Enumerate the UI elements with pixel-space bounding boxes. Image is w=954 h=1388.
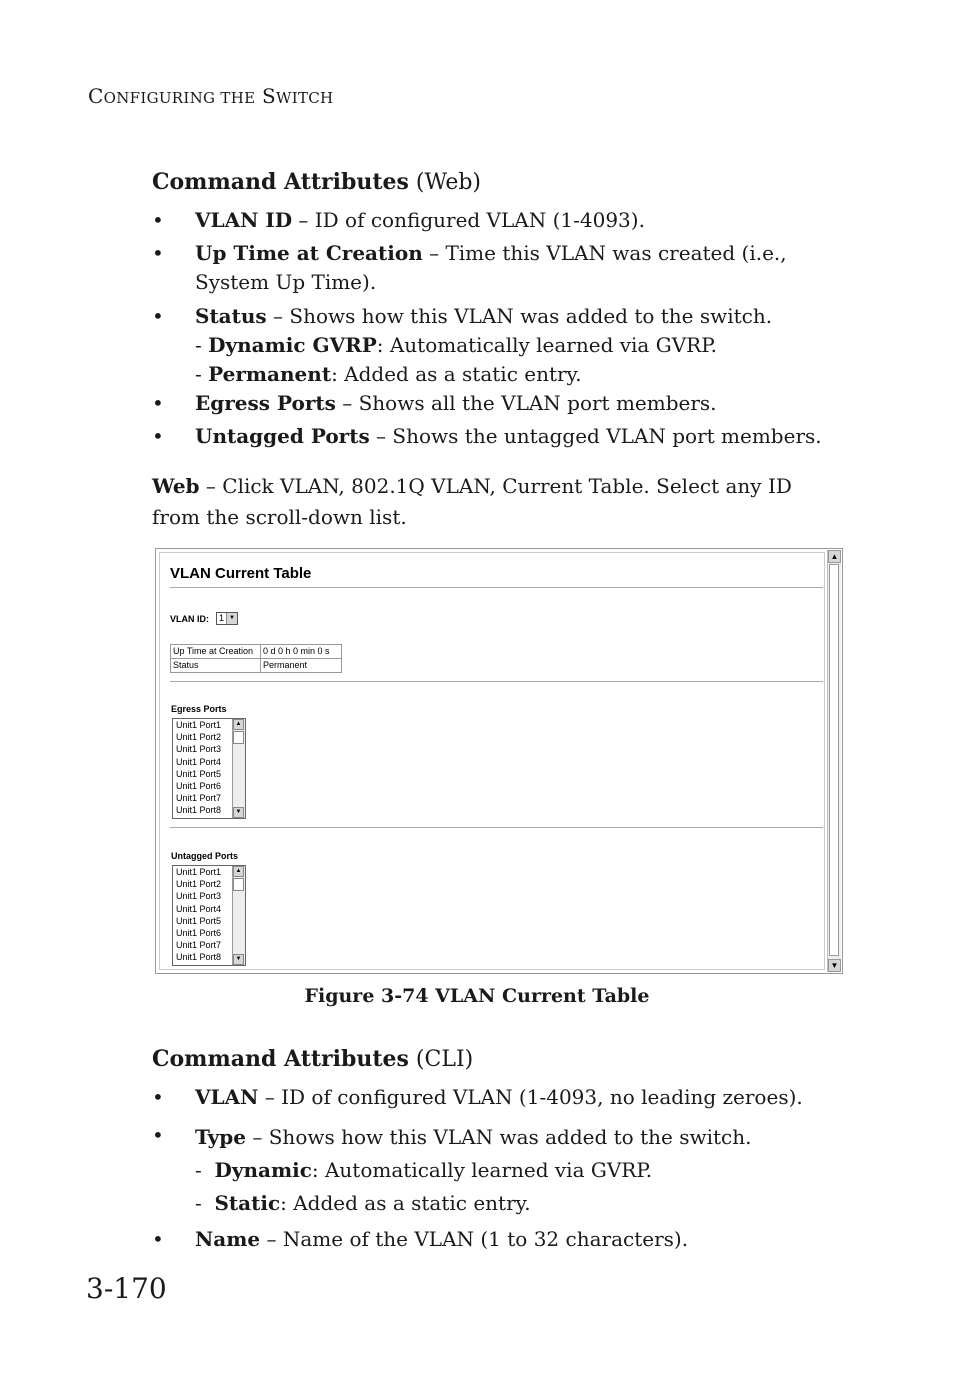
divider <box>170 587 823 589</box>
divider <box>170 681 823 683</box>
chevron-down-icon[interactable]: ▼ <box>226 613 237 624</box>
untagged-ports-label: Untagged Ports <box>171 851 239 861</box>
list-item[interactable]: Unit1 Port2 <box>176 879 222 890</box>
list-item: Status – Shows how this VLAN was added to the switch. - Dynamic GVRP: Automatically learned via GVRP. - Permanent: Added as a static entry. <box>195 304 773 386</box>
list-item[interactable]: Unit1 Port4 <box>176 756 222 767</box>
window-scrollbar[interactable] <box>827 550 841 972</box>
untagged-ports-list[interactable] <box>172 865 246 966</box>
list-item: VLAN ID – ID of configured VLAN (1-4093). <box>195 208 645 232</box>
table-row: Status Permanent <box>171 659 342 673</box>
list-item: Up Time at Creation – Time this VLAN was created (i.e., System Up Time). <box>195 241 787 294</box>
egress-ports-label: Egress Ports <box>171 704 227 714</box>
list-item[interactable]: Unit1 Port3 <box>176 891 222 902</box>
list-item[interactable]: Unit1 Port4 <box>176 903 222 914</box>
cli-section-heading: Command Attributes (CLI) <box>152 1046 474 1072</box>
chevron-down-icon[interactable]: ▼ <box>233 954 244 965</box>
list-item: Untagged Ports – Shows the untagged VLAN port members. <box>195 424 822 448</box>
list-item: Type – Shows how this VLAN was added to the switch. - Dynamic: Automatically learned via GVRP. - Static: Added as a static entry. <box>195 1125 752 1215</box>
list-item: Name – Name of the VLAN (1 to 32 characters). <box>195 1227 689 1251</box>
vlan-id-label: VLAN ID: <box>170 614 209 624</box>
chevron-down-icon[interactable]: ▼ <box>233 807 244 818</box>
list-item[interactable]: Unit1 Port5 <box>176 768 222 779</box>
list-item[interactable]: Unit1 Port6 <box>176 780 222 791</box>
chevron-up-icon[interactable]: ▲ <box>233 866 244 877</box>
vlan-id-select[interactable]: 1 ▼ <box>216 612 238 625</box>
list-item[interactable]: Unit1 Port1 <box>176 720 222 730</box>
list-item[interactable]: Unit1 Port7 <box>176 940 222 951</box>
list-item[interactable]: Unit1 Port2 <box>176 732 222 743</box>
list-item[interactable]: Unit1 Port5 <box>176 915 222 926</box>
list-item[interactable]: Unit1 Port1 <box>176 867 222 877</box>
list-item: VLAN – ID of configured VLAN (1-4093, no leading zeroes). <box>195 1085 803 1109</box>
list-item[interactable]: Unit1 Port7 <box>176 793 222 804</box>
divider <box>170 827 823 829</box>
chevron-up-icon[interactable]: ▲ <box>233 719 244 730</box>
web-instructions: Web – Click VLAN, 802.1Q VLAN, Current Table. Select any ID from the scroll-down list. <box>152 474 792 529</box>
vlan-info-table <box>170 644 342 673</box>
figure-caption: Figure 3-74 VLAN Current Table <box>304 985 650 1007</box>
screen-title: VLAN Current Table <box>170 565 312 582</box>
web-section-heading: Command Attributes (Web) <box>152 169 482 195</box>
list-item[interactable]: Unit1 Port3 <box>176 744 222 755</box>
scroll-thumb[interactable] <box>233 731 244 744</box>
scroll-thumb[interactable] <box>829 564 839 956</box>
list-item[interactable]: Unit1 Port8 <box>176 952 222 963</box>
chevron-up-icon[interactable]: ▲ <box>828 550 841 563</box>
list-item[interactable]: Unit1 Port8 <box>176 805 222 816</box>
vlan-current-table-screenshot <box>155 548 843 974</box>
egress-ports-list[interactable] <box>172 718 246 819</box>
scrollbar[interactable] <box>232 866 245 965</box>
page-number: 3-170 <box>86 1272 167 1305</box>
list-item: Egress Ports – Shows all the VLAN port members. <box>195 391 717 415</box>
table-row: Up Time at Creation 0 d 0 h 0 min 0 s <box>171 645 342 659</box>
list-item[interactable]: Unit1 Port6 <box>176 927 222 938</box>
scrollbar[interactable] <box>232 719 245 818</box>
scroll-thumb[interactable] <box>233 878 244 891</box>
chevron-down-icon[interactable]: ▼ <box>828 959 841 972</box>
running-head: CONFIGURING THE SWITCH <box>88 84 334 108</box>
screenshot-content <box>159 552 825 970</box>
